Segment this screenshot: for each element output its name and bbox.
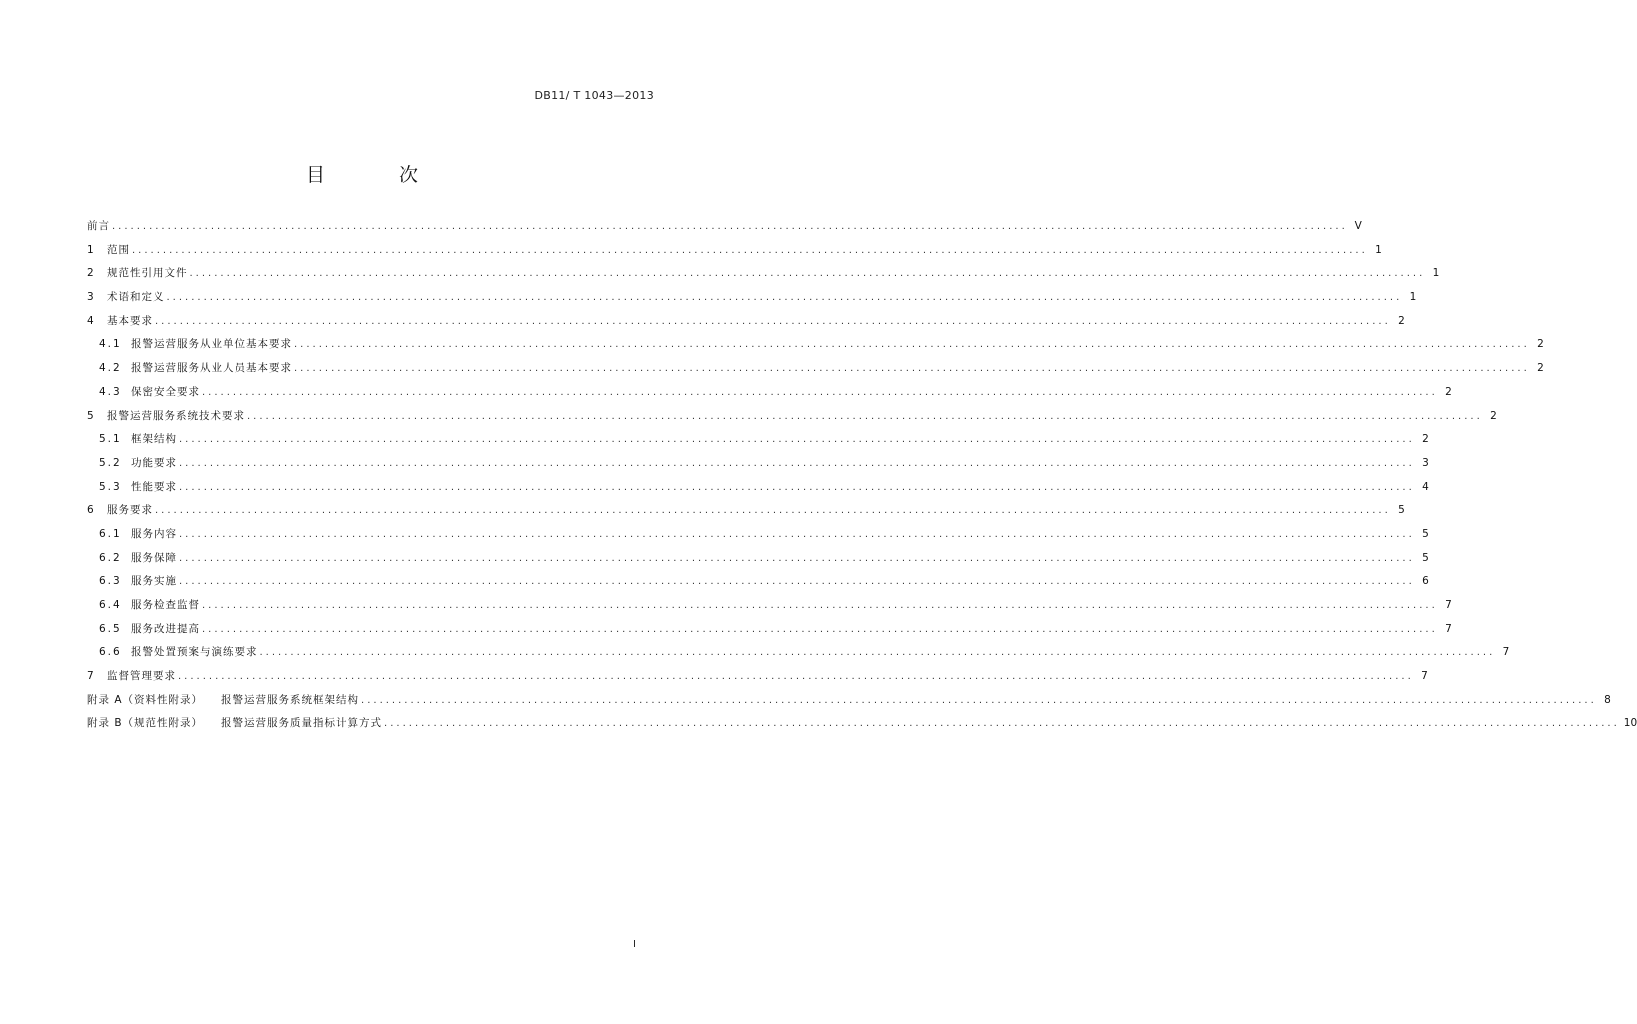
toc-entry[interactable]	[87, 265, 1440, 289]
toc-leader-dots: ........................................................................................................................................................................................................	[361, 694, 1597, 706]
toc-entry[interactable]	[87, 431, 1429, 455]
toc-entry-number: 4.1	[99, 338, 122, 351]
toc-entry-page: 10	[1623, 717, 1637, 730]
toc-entry-label: 规范性引用文件	[107, 267, 188, 280]
toc-entry[interactable]	[87, 715, 1637, 739]
toc-entry[interactable]	[87, 242, 1382, 266]
toc-entry-number: 5.3	[99, 480, 122, 493]
document-code: DB11/ T 1043—2013	[534, 89, 654, 102]
toc-entry-label: 范围	[107, 243, 130, 256]
toc-entry-label: 服务内容	[131, 527, 177, 540]
toc-entry-number: 6.1	[99, 527, 122, 540]
toc-entry-page: 2	[1537, 362, 1544, 375]
toc-leader-dots: ........................................................................................................................................................................................................	[178, 671, 1414, 683]
toc-entry-number: 4	[87, 314, 96, 327]
toc-entry-page: V	[1354, 220, 1362, 232]
toc-entry-page: 6	[1422, 575, 1429, 588]
toc-entry-number: 6	[87, 504, 96, 517]
toc-entry-label: 服务检查监督	[131, 599, 200, 611]
toc-entry[interactable]	[87, 313, 1405, 337]
toc-entry-page: 4	[1422, 480, 1429, 493]
toc-entry-number: 4.3	[99, 385, 122, 398]
toc-entry[interactable]	[87, 526, 1429, 550]
toc-entry-label: 前言	[87, 220, 110, 232]
toc-leader-dots: ........................................................................................................................................................................................................	[202, 386, 1438, 398]
toc-entry-label: 服务实施	[131, 575, 177, 588]
toc-entry[interactable]	[87, 550, 1429, 574]
toc-leader-dots: ........................................................................................................................................................................................................	[189, 268, 1426, 280]
toc-entry[interactable]	[87, 668, 1428, 692]
toc-entry-label: 保密安全要求	[131, 385, 200, 398]
toc-entry-label: 报警处置预案与演练要求	[131, 646, 258, 659]
toc-entry[interactable]	[87, 644, 1510, 668]
toc-entry-page: 8	[1604, 693, 1611, 706]
toc-leader-dots: ........................................................................................................................................................................................................	[166, 292, 1403, 304]
toc-entry[interactable]	[87, 218, 1362, 242]
toc-entry[interactable]	[87, 502, 1405, 526]
toc-leader-dots: ........................................................................................................................................................................................................	[179, 552, 1415, 564]
toc-entry-label: 性能要求	[131, 480, 177, 493]
toc-leader-dots: ........................................................................................................................................................................................................	[259, 647, 1496, 659]
toc-entry-page: 7	[1421, 670, 1428, 683]
toc-entry-label: 服务要求	[107, 504, 153, 517]
toc-appendix-title: 报警运营服务质量指标计算方式	[221, 717, 383, 730]
toc-entry[interactable]	[87, 621, 1452, 645]
toc-leader-dots: ........................................................................................................................................................................................................	[179, 434, 1415, 446]
toc-entry-label: 附录 B（规范性附录）	[87, 717, 204, 730]
toc-entry-label: 术语和定义	[107, 291, 165, 304]
toc-leader-dots: ........................................................................................................................................................................................................	[202, 623, 1438, 635]
toc-entry-page: 1	[1375, 243, 1382, 256]
page-title: 目 次	[305, 164, 453, 186]
toc-entry-number: 6.3	[99, 575, 122, 588]
toc-entry-page: 5	[1422, 551, 1429, 564]
toc-entry-page: 5	[1398, 504, 1405, 517]
toc-leader-dots: ........................................................................................................................................................................................................	[247, 410, 1483, 422]
toc-entry-number: 6.5	[99, 622, 122, 635]
table-of-contents	[87, 218, 1637, 739]
toc-leader-dots: ........................................................................................................................................................................................................	[294, 363, 1530, 375]
toc-entry[interactable]	[87, 408, 1497, 432]
toc-entry-number: 5.2	[99, 456, 122, 469]
toc-entry-page: 2	[1422, 433, 1429, 446]
toc-entry-page: 5	[1422, 527, 1429, 540]
toc-leader-dots: ........................................................................................................................................................................................................	[294, 339, 1530, 351]
toc-entry-label: 基本要求	[107, 314, 153, 327]
toc-entry[interactable]	[87, 479, 1429, 503]
toc-entry-page: 1	[1432, 267, 1440, 280]
toc-entry-label: 框架结构	[131, 433, 177, 446]
toc-entry-number: 5	[87, 409, 96, 422]
toc-leader-dots: ........................................................................................................................................................................................................	[202, 600, 1438, 611]
toc-entry-label: 报警运营服务从业人员基本要求	[131, 362, 292, 375]
toc-entry-page: 7	[1445, 599, 1452, 611]
toc-leader-dots: ........................................................................................................................................................................................................	[179, 457, 1415, 469]
toc-entry-label: 功能要求	[131, 456, 177, 469]
toc-entry-number: 2	[87, 267, 96, 280]
toc-entry[interactable]	[87, 573, 1429, 597]
toc-entry-number: 1	[87, 243, 96, 256]
toc-entry-page: 2	[1490, 409, 1497, 422]
toc-entry-number: 6.6	[99, 646, 122, 659]
toc-entry[interactable]	[87, 360, 1544, 384]
toc-entry-page: 2	[1537, 338, 1544, 351]
toc-entry-label: 报警运营服务系统技术要求	[107, 409, 245, 422]
toc-leader-dots: ........................................................................................................................................................................................................	[179, 481, 1415, 493]
toc-entry-label: 服务改进提高	[131, 622, 200, 635]
toc-entry-number: 6.4	[99, 599, 122, 611]
toc-entry-number: 7	[87, 670, 96, 683]
toc-entry-page: 2	[1445, 385, 1452, 398]
toc-entry-number: 4.2	[99, 362, 122, 375]
page-number: I	[633, 939, 636, 950]
toc-entry[interactable]	[87, 455, 1429, 479]
toc-entry-page: 1	[1409, 291, 1417, 304]
toc-entry-page: 2	[1398, 314, 1405, 327]
toc-leader-dots: ........................................................................................................................................................................................................	[384, 718, 1620, 730]
toc-leader-dots: ........................................................................................................................................................................................................	[179, 576, 1415, 588]
toc-entry-page: 3	[1422, 456, 1429, 469]
toc-leader-dots: ........................................................................................................................................................................................................	[179, 528, 1415, 540]
toc-entry-label: 监督管理要求	[107, 670, 176, 683]
toc-leader-dots: ........................................................................................................................................................................................................	[112, 221, 1348, 232]
toc-entry[interactable]	[87, 384, 1452, 408]
toc-leader-dots: ........................................................................................................................................................................................................	[155, 505, 1391, 517]
toc-appendix-title: 报警运营服务系统框架结构	[221, 693, 360, 706]
toc-entry-number: 5.1	[99, 433, 122, 446]
toc-entry-label: 服务保障	[131, 551, 177, 564]
toc-entry[interactable]	[87, 692, 1611, 716]
toc-entry[interactable]	[87, 336, 1544, 360]
toc-entry[interactable]	[87, 597, 1452, 621]
toc-entry[interactable]	[87, 289, 1417, 313]
toc-entry-label: 报警运营服务从业单位基本要求	[131, 338, 292, 351]
toc-entry-number: 6.2	[99, 551, 122, 564]
toc-leader-dots: ........................................................................................................................................................................................................	[155, 315, 1391, 327]
toc-entry-page: 7	[1502, 646, 1510, 659]
toc-leader-dots: ........................................................................................................................................................................................................	[132, 244, 1368, 256]
toc-entry-number: 3	[87, 291, 96, 304]
toc-entry-page: 7	[1445, 622, 1452, 635]
toc-entry-label: 附录 A（资料性附录）	[87, 693, 204, 706]
